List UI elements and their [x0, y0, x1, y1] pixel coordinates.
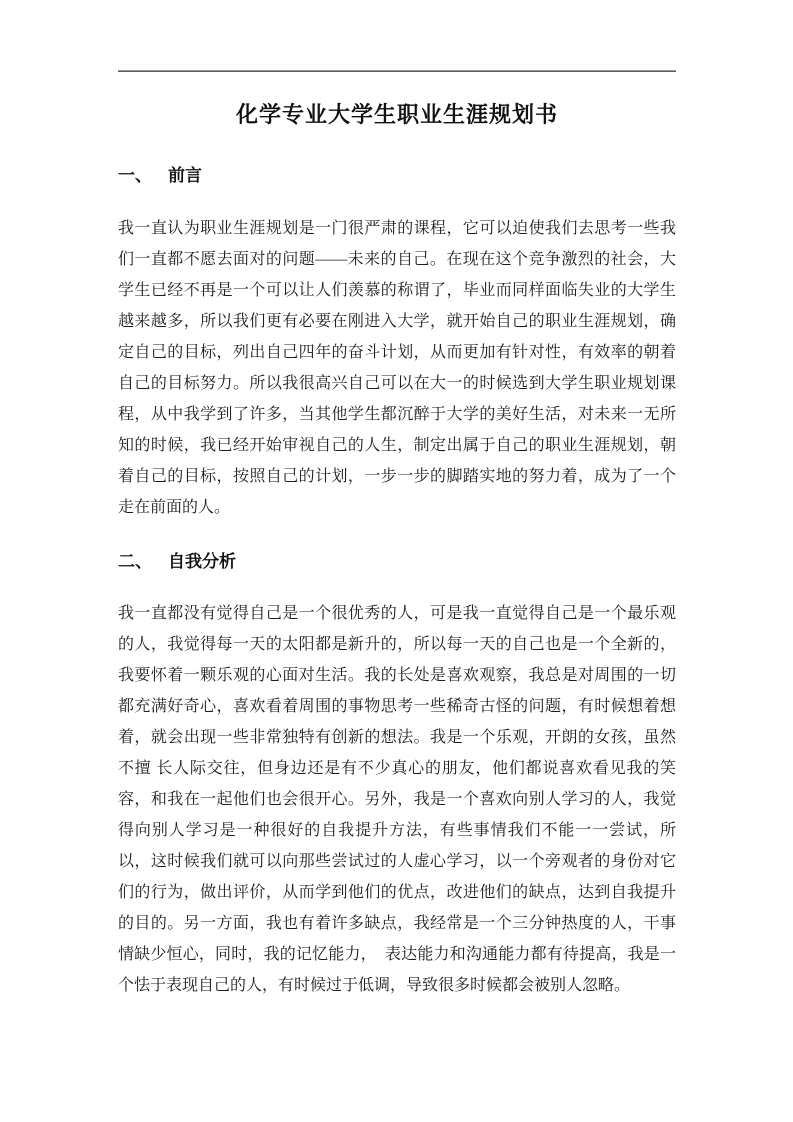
document-title: 化学专业大学生职业生涯规划书	[235, 102, 558, 127]
section-heading-label: 自我分析	[168, 552, 236, 571]
section-heading-self-analysis	[118, 551, 676, 573]
document-content	[118, 0, 676, 1001]
paragraph-preface-body: 我一直认为职业生涯规划是一门很严肃的课程，它可以迫使我们去思考一些我们一直都不愿去面对的问题——未来的自己。在现在这个竞争激烈的社会，大学生已经不再是一个可以让人们羡慕的称谓了，毕业而同样面临失业的大学生越来越多，所以我们更有必要在刚进入大学，就开始自己的职业生涯规划，确定自己的目标，列出自己四年的奋斗计划，从而更加有针对性，有效率的朝着自己的目标努力。所以我很高兴自己可以在大一的时候选到大学生职业规划课程，从中我学到了许多，当其他学生都沉醉于大学的美好生活，对未来一无所知的时候，我已经开始审视自己的人生，制定出属于自己的职业生涯规划，朝着自己的目标，按照自己的计划，一步一步的脚踏实地的努力着，成为了一个走在前面的人。	[118, 220, 676, 516]
section-heading-label: 前言	[168, 166, 202, 185]
section-number: 二、	[118, 552, 152, 571]
paragraph-self-analysis-body: 我一直都没有觉得自己是一个很优秀的人，可是我一直觉得自己是一个最乐观的人，我觉得每一天的太阳都是新升的，所以每一天的自己也是一个全新的，我要怀着一颗乐观的心面对生活。我的长处是喜欢观察，我总是对周围的一切都充满好奇心，喜欢看着周围的事物思考一些稀奇古怪的问题，有时候想着想着，就会出现一些非常独特有创新的想法。我是一个乐观，开朗的女孩，虽然不擅 长人际交往，但身边还是有不少真心的朋友，他们都说喜欢看见我的笑容，和我在一起他们也会很开心。另外，我是一个喜欢向别人学习的人，我觉得向别人学习是一种很好的自我提升方法，有些事情我们不能一一尝试，所以，这时候我们就可以向那些尝试过的人虚心学习，以一个旁观者的身份对它们的行为，做出评价，从而学到他们的优点，改进他们的缺点，达到自我提升的目的。另一方面，我也有着许多缺点，我经常是一个三分钟热度的人，干事情缺少恒心，同时，我的记忆能力， 表达能力和沟通能力都有待提高，我是一个怯于表现自己的人，有时候过于低调，导致很多时候都会被别人忽略。	[118, 605, 676, 994]
section-heading-preface	[118, 165, 676, 187]
section-number: 一、	[118, 166, 152, 185]
